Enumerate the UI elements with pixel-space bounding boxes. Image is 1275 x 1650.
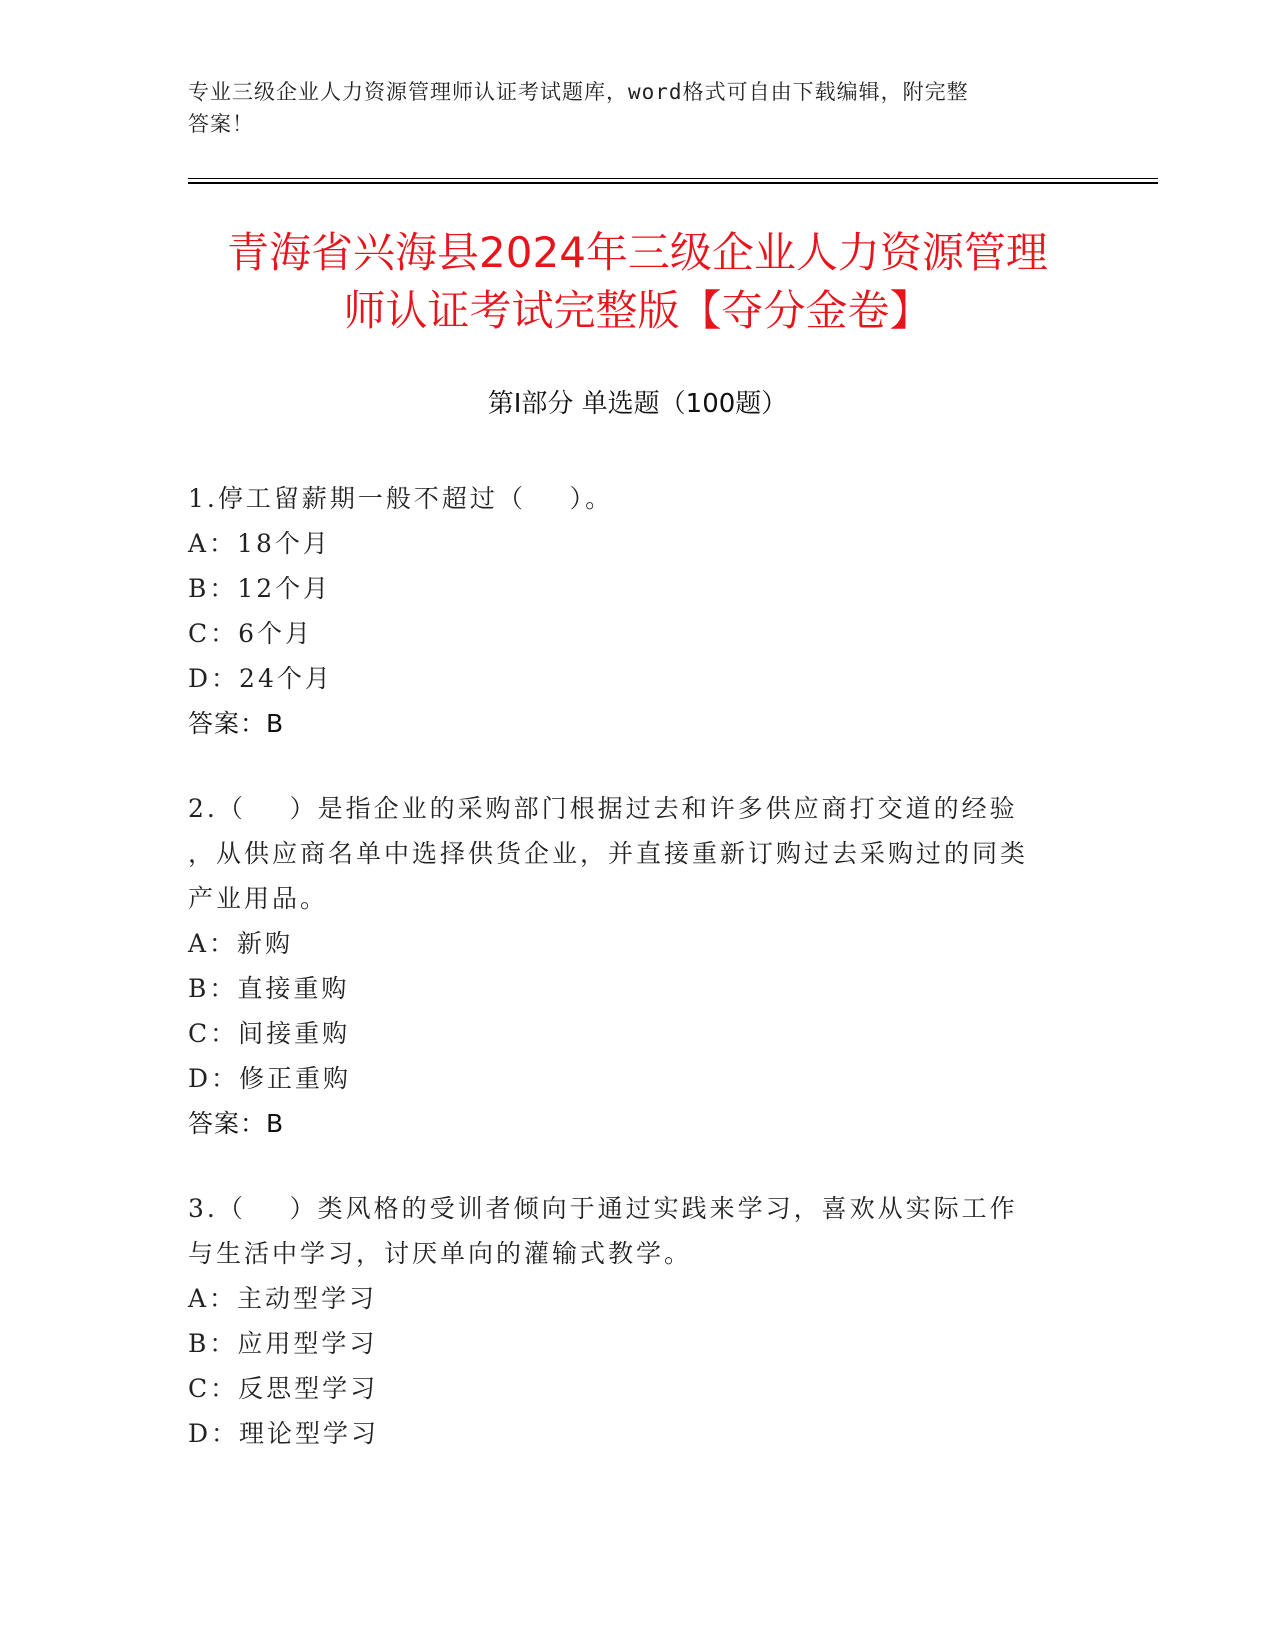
option-c: C：反思型学习: [188, 1374, 379, 1403]
option-a: A：主动型学习: [188, 1284, 378, 1313]
question-stem: 1.停工留薪期一般不超过（ ）。: [188, 484, 614, 513]
section-heading: 第Ⅰ部分 单选题（100题）: [487, 389, 788, 419]
header-note: [188, 76, 1068, 140]
question-stem-line-2: 与生活中学习，讨厌单向的灌输式教学。: [188, 1239, 693, 1268]
option-b: B：直接重购: [188, 974, 350, 1003]
option-d: D：修正重购: [188, 1064, 352, 1093]
document-title-line-2: 师认证考试完整版【夺分金卷】: [343, 286, 932, 335]
question-list: [188, 476, 1068, 1496]
answer-label: 答案：B: [188, 1109, 285, 1138]
document-title: [150, 224, 1125, 340]
question-2: [188, 786, 1068, 1146]
option-d: D：24个月: [188, 664, 333, 693]
option-c: C：间接重购: [188, 1019, 351, 1048]
document-title-line-1: 青海省兴海县2024年三级企业人力资源管理: [227, 228, 1048, 277]
question-stem-line-1: 2.（ ）是指企业的采购部门根据过去和许多供应商打交道的经验: [188, 794, 1018, 823]
question-stem-line-2: ，从供应商名单中选择供货企业，并直接重新订购过去采购过的同类: [188, 839, 1029, 868]
header-note-line-2: 答案！: [188, 112, 254, 136]
question-1: [188, 476, 1068, 746]
header-divider: [188, 178, 1158, 184]
answer-label: 答案：B: [188, 709, 285, 738]
option-c: C：6个月: [188, 619, 314, 648]
option-b: B：12个月: [188, 574, 332, 603]
option-d: D：理论型学习: [188, 1419, 380, 1448]
question-stem-line-1: 3.（ ）类风格的受训者倾向于通过实践来学习，喜欢从实际工作: [188, 1194, 1018, 1223]
option-a: A：18个月: [188, 529, 331, 558]
option-b: B：应用型学习: [188, 1329, 378, 1358]
option-a: A：新购: [188, 929, 294, 958]
question-3: [188, 1186, 1068, 1456]
header-note-line-1: 专业三级企业人力资源管理师认证考试题库，word格式可自由下载编辑，附完整: [188, 80, 969, 104]
question-stem-line-3: 产业用品。: [188, 884, 329, 913]
